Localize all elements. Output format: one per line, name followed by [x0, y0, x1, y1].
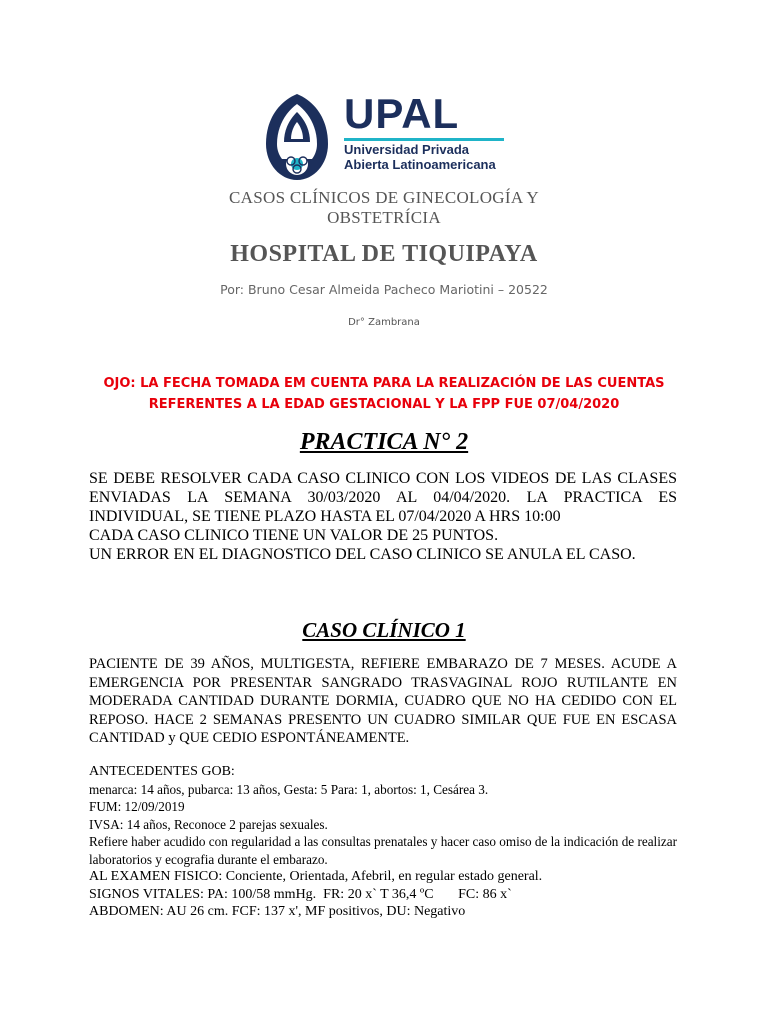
instructions-error-rule: UN ERROR EN EL DIAGNOSTICO DEL CASO CLINICO SE ANULA EL CASO.	[89, 546, 636, 563]
logo-subtitle-line2: Abierta Latinoamericana	[344, 157, 496, 172]
physical-exam: AL EXAMEN FISICO: Conciente, Orientada, Afebril, en regular estado general.	[89, 869, 543, 884]
practice-title: PRACTICA N° 2	[299, 429, 469, 455]
doctor-line: Dr° Zambrana	[348, 317, 420, 328]
antecedents-menarca: menarca: 14 años, pubarca: 13 años, Gesta: 5 Para: 1, abortos: 1, Cesárea 3.	[89, 781, 489, 797]
logo-rule	[344, 138, 504, 141]
date-warning-line1: OJO: LA FECHA TOMADA EM CUENTA PARA LA REALIZACIÓN DE LAS CUENTAS	[103, 376, 665, 391]
instructions-paragraph: SE DEBE RESOLVER CADA CASO CLINICO CON LOS VIDEOS DE LAS CLASES ENVIADAS LA SEMANA 30/03/2020 AL 04/04/2020. LA PRACTICA ES INDIVIDUAL, SE TIENE PLAZO HASTA EL 07/04/2020 A HRS 10:00	[89, 470, 677, 525]
case-description: PACIENTE DE 39 AÑOS, MULTIGESTA, REFIERE EMBARAZO DE 7 MESES. ACUDE A EMERGENCIA POR PRESENTAR SANGRADO TRASVAGINAL ROJO RUTILANTE EN MODERADA CANTIDAD DURANTE DORMIA, CUADRO QUE NO HA CEDIDO CON EL REPOSO. HACE 2 SEMANAS PRESENTO UN CUADRO SIMILAR QUE FUE EN ESCASA CANTIDAD y QUE CEDIO ESPONTÁNEAMENTE.	[89, 656, 677, 746]
abdomen-exam: ABDOMEN: AU 26 cm. FCF: 137 x', MF positivos, DU: Negativo	[89, 904, 466, 919]
antecedents-prenatal: Refiere haber acudido con regularidad a las consultas prenatales y hacer caso omiso de la indicación de realizar laboratorios y ecografia durante el embarazo.	[89, 834, 677, 867]
antecedents-fum: FUM: 12/09/2019	[89, 799, 185, 814]
upal-logo	[262, 92, 512, 184]
upal-emblem-icon	[262, 92, 332, 182]
logo-wordmark: UPAL	[344, 90, 460, 137]
antecedents-ivsa: IVSA: 14 años, Reconoce 2 parejas sexuales.	[89, 816, 328, 832]
practice-instructions	[89, 469, 677, 564]
instructions-points: CADA CASO CLINICO TIENE UN VALOR DE 25 PUNTOS.	[89, 527, 499, 544]
hospital-title: HOSPITAL DE TIQUIPAYA	[230, 241, 538, 267]
logo-subtitle	[344, 142, 496, 172]
antecedents-heading: ANTECEDENTES GOB:	[89, 764, 235, 779]
document-subtitle	[0, 188, 768, 228]
case-title: CASO CLÍNICO 1	[302, 618, 466, 642]
author-line: Por: Bruno Cesar Almeida Pacheco Mariotini – 20522	[220, 282, 548, 297]
document-subtitle-line1: CASOS CLÍNICOS DE GINECOLOGÍA Y	[229, 188, 539, 207]
vital-signs: SIGNOS VITALES: PA: 100/58 mmHg. FR: 20 x` T 36,4 ºC FC: 86 x`	[89, 886, 512, 902]
logo-subtitle-line1: Universidad Privada	[344, 142, 469, 157]
document-subtitle-line2: OBSTETRÍCIA	[327, 208, 441, 227]
case-antecedents	[89, 763, 677, 921]
date-warning	[0, 373, 768, 415]
date-warning-line2: REFERENTES A LA EDAD GESTACIONAL Y LA FPP FUE 07/04/2020	[148, 397, 620, 412]
